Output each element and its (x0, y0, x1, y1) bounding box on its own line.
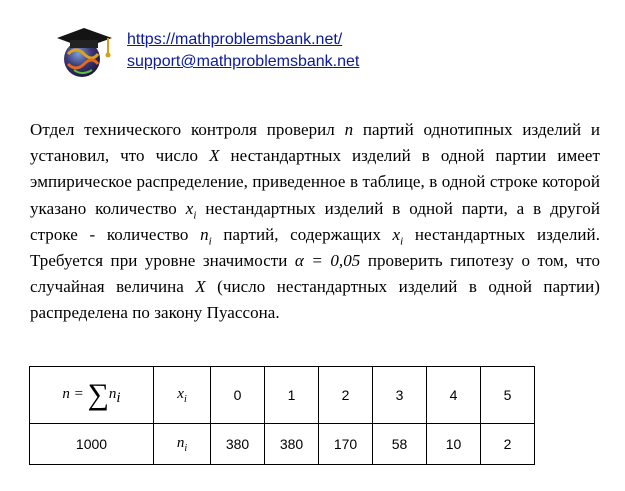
logo-icon (54, 24, 116, 80)
distribution-table (29, 366, 535, 465)
problem-statement: Отдел технического контроля проверил n партий однотипных изделий и установил, что число X нестандартных изделий в одной партии имеет эмпирическое распределение, приведенное в таблице, в одной строке которой указано количество $x_i$ нестандартных изделий в одной парти, а в другой строке - количество $n_i$ партий, содержащих $x_i$ нестандартных изделий. Требуется при уровне значимости α = 0,05 проверить гипотезу о том, что случайная величина X (число нестандартных изделий в одной партии) распределена по закону Пуассона. (30, 120, 600, 323)
n-value-cell: 10 (427, 424, 481, 465)
n-value-cell: 170 (319, 424, 373, 465)
n-value-cell: 58 (373, 424, 427, 465)
table-row (30, 367, 535, 424)
support-email-link[interactable]: support@mathproblemsbank.net (127, 53, 360, 70)
x-value-cell: 2 (319, 367, 373, 424)
x-value-cell: 3 (373, 367, 427, 424)
x-value-cell: 1 (265, 367, 319, 424)
contact-links (127, 29, 359, 73)
x-value-cell: 5 (481, 367, 535, 424)
table-row (30, 424, 535, 465)
x-value-cell: 4 (427, 367, 481, 424)
total-cell: 1000 (30, 424, 154, 465)
n-value-cell: 380 (265, 424, 319, 465)
x-value-cell: 0 (211, 367, 265, 424)
n-value-cell: 2 (481, 424, 535, 465)
n-value-cell: 380 (211, 424, 265, 465)
site-link[interactable]: https://mathproblemsbank.net/ (127, 31, 343, 48)
x-header-cell: $x_i$ (154, 367, 211, 424)
sum-header-cell: $n = \sum n_i$ (30, 367, 154, 424)
n-header-cell: $n_i$ (154, 424, 211, 465)
